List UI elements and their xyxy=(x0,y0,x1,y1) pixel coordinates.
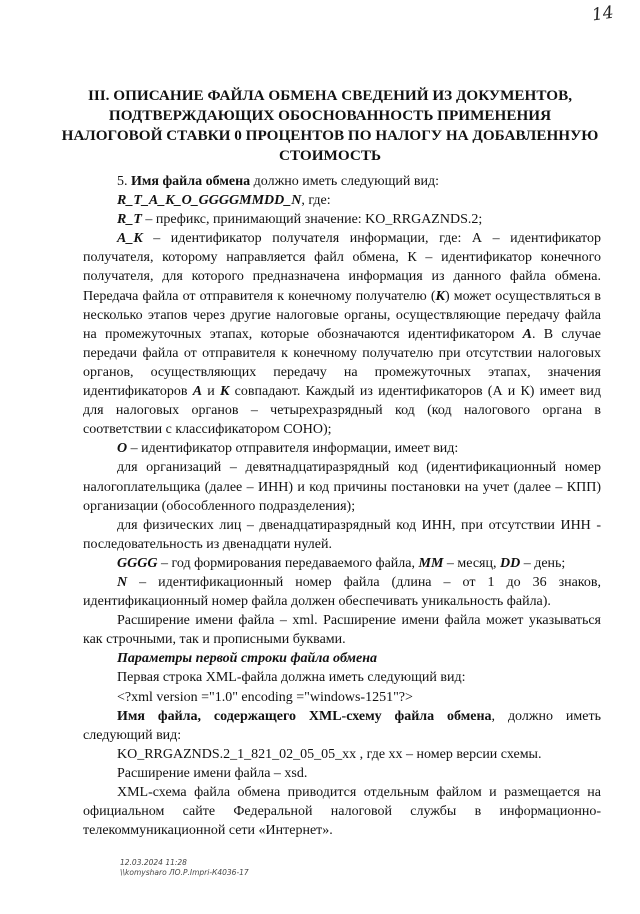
document-body xyxy=(83,172,601,840)
page-number: 14 xyxy=(591,2,616,26)
schema-extension: Расширение имени файла – xsd. xyxy=(117,765,308,781)
paragraph-file-number: N – идентификационный номер файла (длина – от 1 до 36 знаков, идентификационный номер файла должен обеспечивать уникальность файла). xyxy=(83,574,601,610)
paragraph-extension: Расширение имени файла – xml. Расширение имени файла может указываться как строчными, так и прописными буквами. xyxy=(83,613,601,648)
paragraph-sender-org: для организаций – девятнадцатиразрядный код (идентификационный номер налогоплательщика (далее – ИНН) и код причины постановки на учет (далее – КПП) организации (обособленного подразделения); xyxy=(83,460,601,514)
paragraph-schema-name: Имя файла, содержащего XML-схему файла обмена, должно иметь следующий вид: xyxy=(83,708,601,743)
paragraph-schema-note: XML-схема файла обмена приводится отдельным файлом и размещается на официальном сайте Федеральной налоговой службы в информационно-телекоммуникационной сети «Интернет». xyxy=(83,785,601,839)
paragraph-recipient-id: A_K – идентификатор получателя информации, где: А – идентификатор получателя, которому направляется файл обмена, К – идентификатор конечного получателя, для которого предназначена информация из данного файла обмена. Передача файла от отправителя к конечному получателю (К) может осуществляться в несколько этапов через другие налоговые органы, осуществляющие передачу файла на промежуточных этапах, которые обозначаются идентификатором А. В случае передачи файла от отправителя к конечному получателю при отсутствии налоговых органов, осуществляющих передачу на промежуточных этапах, значения идентификаторов А и К совпадают. Каждый из идентификаторов (А и К) имеет вид для налоговых органов – четырехразрядный код (код налогового органа в соответствии с классификатором СОНО); xyxy=(83,231,602,438)
paragraph-filename-pattern: R_T_A_K_O_GGGGMMDD_N, где: xyxy=(117,193,331,209)
schema-filename: KO_RRGAZNDS.2_1_821_02_05_05_xx , где хх – номер версии схемы. xyxy=(117,746,542,762)
paragraph-sender-id: O – идентификатор отправителя информации, имеет вид: xyxy=(117,441,459,457)
params-heading: Параметры первой строки файла обмена xyxy=(117,651,377,667)
paragraph-date: GGGG – год формирования передаваемого файла, MM – месяц, DD – день; xyxy=(117,555,566,571)
section-heading: III. ОПИСАНИЕ ФАЙЛА ОБМЕНА СВЕДЕНИЙ ИЗ ДОКУМЕНТОВ, ПОДТВЕРЖДАЮЩИХ ОБОСНОВАННОСТЬ ПРИМЕНЕНИЯ НАЛОГОВОЙ СТАВКИ 0 ПРОЦЕНТОВ ПО НАЛОГУ НА ДОБАВЛЕННУЮ СТОИМОСТЬ xyxy=(61,87,599,164)
paragraph-prefix: R_T – префикс, принимающий значение: KO_RRGAZNDS.2; xyxy=(117,212,483,228)
xml-declaration: <?xml version ="1.0" encoding ="windows-1251"?> xyxy=(117,689,413,705)
paragraph-sender-person: для физических лиц – двенадцатиразрядный код ИНН, при отсутствии ИНН - последовательность из двенадцати нулей. xyxy=(83,517,601,552)
footer-timestamp: 12.03.2024 11:28 xyxy=(120,858,187,867)
print-footer xyxy=(120,858,249,878)
paragraph-first-line: Первая строка XML-файла должна иметь следующий вид: xyxy=(117,670,466,686)
footer-path: \\komysharo ЛО.Р.Impri-К4036-17 xyxy=(120,868,249,877)
paragraph-filename-intro: 5. Имя файла обмена должно иметь следующий вид: xyxy=(117,174,440,189)
